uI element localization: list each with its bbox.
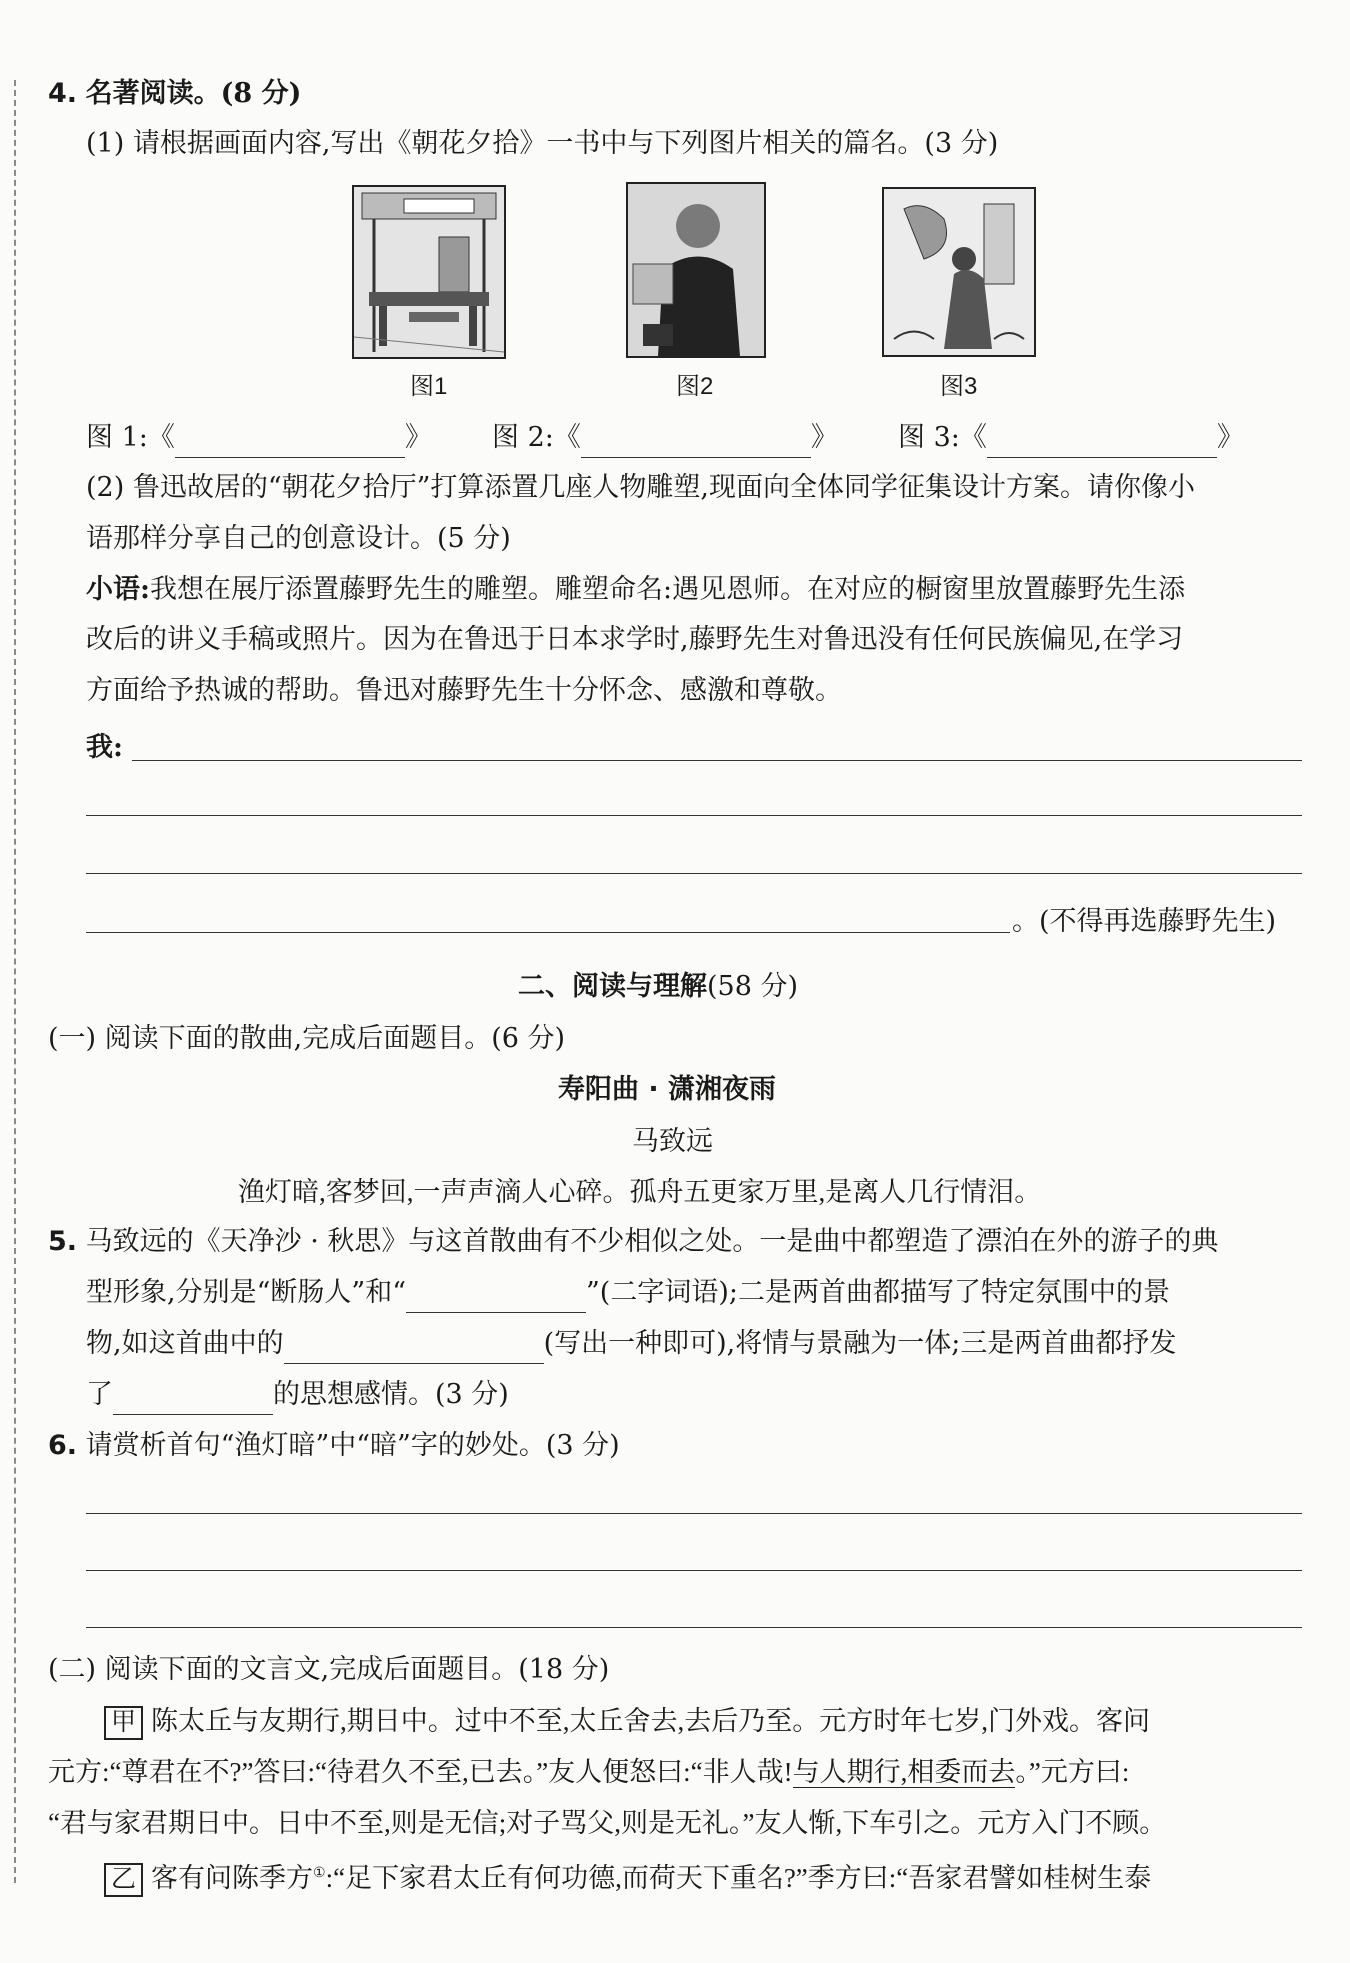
jia-line3: “君与家君期日中。日中不至,则是无信;对子骂父,则是无礼。”友人惭,下车引之。元方入门不顾。 <box>48 1808 1167 1838</box>
q6-number: 6. <box>48 1430 78 1461</box>
q4-sub1: (1) 请根据画面内容,写出《朝花夕拾》一书中与下列图片相关的篇名。(3 分) <box>86 128 999 159</box>
figure-3-answer-label: 图 3:《 <box>898 422 987 453</box>
q5-line2-b: ”(二字词语);二是两首曲都描写了特定氛围中的景 <box>586 1277 1170 1308</box>
poem-author: 马致远 <box>632 1126 713 1156</box>
section2-title-text: 二、阅读与理解 <box>518 971 707 1002</box>
q5-blank-1[interactable] <box>406 1282 586 1313</box>
q4-title <box>48 74 301 114</box>
figure-2-answer-blank[interactable] <box>581 427 811 458</box>
q5-line1-text: 马致远的《天净沙 · 秋思》与这首散曲有不少相似之处。一是曲中都塑造了漂泊在外的游子的典 <box>85 1226 1219 1257</box>
q5-blank-3[interactable] <box>113 1384 273 1415</box>
binding-line <box>14 80 16 1883</box>
q5-number: 5. <box>48 1226 78 1257</box>
poem-title: 寿阳曲 · 潇湘夜雨 <box>558 1074 777 1105</box>
figure-3-answer <box>898 418 1244 458</box>
q4-sub2-line1: (2) 鲁迅故居的“朝花夕拾厅”打算添置几座人物雕塑,现面向全体同学征集设计方案。请你像小 <box>86 472 1196 503</box>
answer-line-3[interactable] <box>86 873 1302 874</box>
footnote-marker: ① <box>313 1866 326 1881</box>
figure-1-answer <box>86 418 432 458</box>
jia-line2-b: 。”元方曰: <box>1015 1757 1130 1787</box>
figure-3-caption: 图3 <box>940 373 978 400</box>
q5-line2-a: 型形象,分别是“断肠人”和“ <box>86 1277 406 1308</box>
poem-text: 渔灯暗,客梦回,一声声滴人心碎。孤舟五更家万里,是离人几行情泪。 <box>238 1177 1042 1207</box>
xiaoyu-text-1: 我想在展厅添置藤野先生的雕塑。雕塑命名:遇见恩师。在对应的橱窗里放置藤野先生添 <box>149 574 1186 605</box>
xiaoyu-line2: 改后的讲义手稿或照片。因为在鲁迅于日本求学时,藤野先生对鲁迅没有任何民族偏见,在学习 <box>86 624 1184 655</box>
q5-line1 <box>48 1222 1218 1262</box>
figure-2-answer-label: 图 2:《 <box>492 422 581 453</box>
figure-2-image <box>626 182 766 358</box>
figure-1-answer-label: 图 1:《 <box>86 422 175 453</box>
q5-line3-a: 物,如这首曲中的 <box>86 1328 284 1359</box>
part2-instruction: (二) 阅读下面的文言文,完成后面题目。(18 分) <box>48 1654 610 1685</box>
figure-3-image <box>882 187 1036 357</box>
q5-line4-a: 了 <box>86 1379 113 1410</box>
xiaoyu-line3: 方面给予热诚的帮助。鲁迅对藤野先生十分怀念、感激和尊敬。 <box>86 675 842 706</box>
figure-3-answer-close: 》 <box>1216 422 1244 453</box>
jia-line1-text: 陈太丘与友期行,期日中。过中不至,太丘舍去,去后乃至。元方时年七岁,门外戏。客问 <box>151 1706 1151 1736</box>
xiaoyu-line1 <box>86 570 1185 610</box>
q4-end-note: 。(不得再选藤野先生) <box>1012 906 1277 937</box>
figure-2-answer-close: 》 <box>810 422 838 453</box>
yi-tag: 乙 <box>104 1863 143 1897</box>
q5-line3-b: (写出一种即可),将情与景融为一体;三是两首曲都抒发 <box>543 1328 1177 1359</box>
q5-line4 <box>86 1375 509 1415</box>
section2-score: (58 分) <box>707 971 799 1002</box>
answer-line-1[interactable] <box>132 760 1302 761</box>
q6-answer-line-1[interactable] <box>86 1513 1302 1514</box>
part1-instruction: (一) 阅读下面的散曲,完成后面题目。(6 分) <box>48 1023 566 1054</box>
figure-1-answer-blank[interactable] <box>175 427 405 458</box>
figure-1-image <box>352 185 506 359</box>
xiaoyu-label: 小语: <box>86 574 150 605</box>
q5-line3 <box>86 1324 1176 1364</box>
jia-line2-a: 元方:“尊君在不?”答曰:“待君久不至,已去。”友人便怒曰:“非人哉! <box>48 1757 793 1787</box>
figure-2-answer <box>492 418 838 458</box>
q4-number: 4. <box>48 78 78 109</box>
me-label: 我: <box>86 732 123 763</box>
q5-blank-2[interactable] <box>284 1333 544 1364</box>
section2-title <box>518 967 798 1007</box>
yi-line1 <box>104 1854 1151 1898</box>
q6-answer-line-2[interactable] <box>86 1570 1302 1571</box>
yi-line1-a: 客有问陈季方 <box>151 1863 314 1893</box>
answer-line-2[interactable] <box>86 815 1302 816</box>
yi-line1-b: :“足下家君太丘有何功德,而荷天下重名?”季方曰:“吾家君譬如桂树生泰 <box>325 1863 1152 1893</box>
jia-tag: 甲 <box>104 1706 143 1740</box>
q6-line <box>48 1426 620 1466</box>
figure-2-caption: 图2 <box>676 373 714 400</box>
jia-line1 <box>104 1701 1150 1741</box>
jia-line2 <box>48 1752 1129 1792</box>
figure-3-answer-blank[interactable] <box>987 427 1217 458</box>
q5-line2 <box>86 1273 1170 1313</box>
q6-text: 请赏析首句“渔灯暗”中“暗”字的妙处。(3 分) <box>85 1430 620 1461</box>
q4-sub2-line2: 语那样分享自己的创意设计。(5 分) <box>86 523 511 554</box>
jia-underlined-sentence: 与人期行,相委而去 <box>792 1757 1016 1787</box>
figure-1-answer-close: 》 <box>404 422 432 453</box>
q4-title-text: 名著阅读。(8 分) <box>85 78 302 109</box>
q5-line4-b: 的思想感情。(3 分) <box>273 1379 509 1410</box>
figure-1-caption: 图1 <box>410 373 448 400</box>
q6-answer-line-3[interactable] <box>86 1627 1302 1628</box>
answer-line-4[interactable] <box>86 932 1010 933</box>
